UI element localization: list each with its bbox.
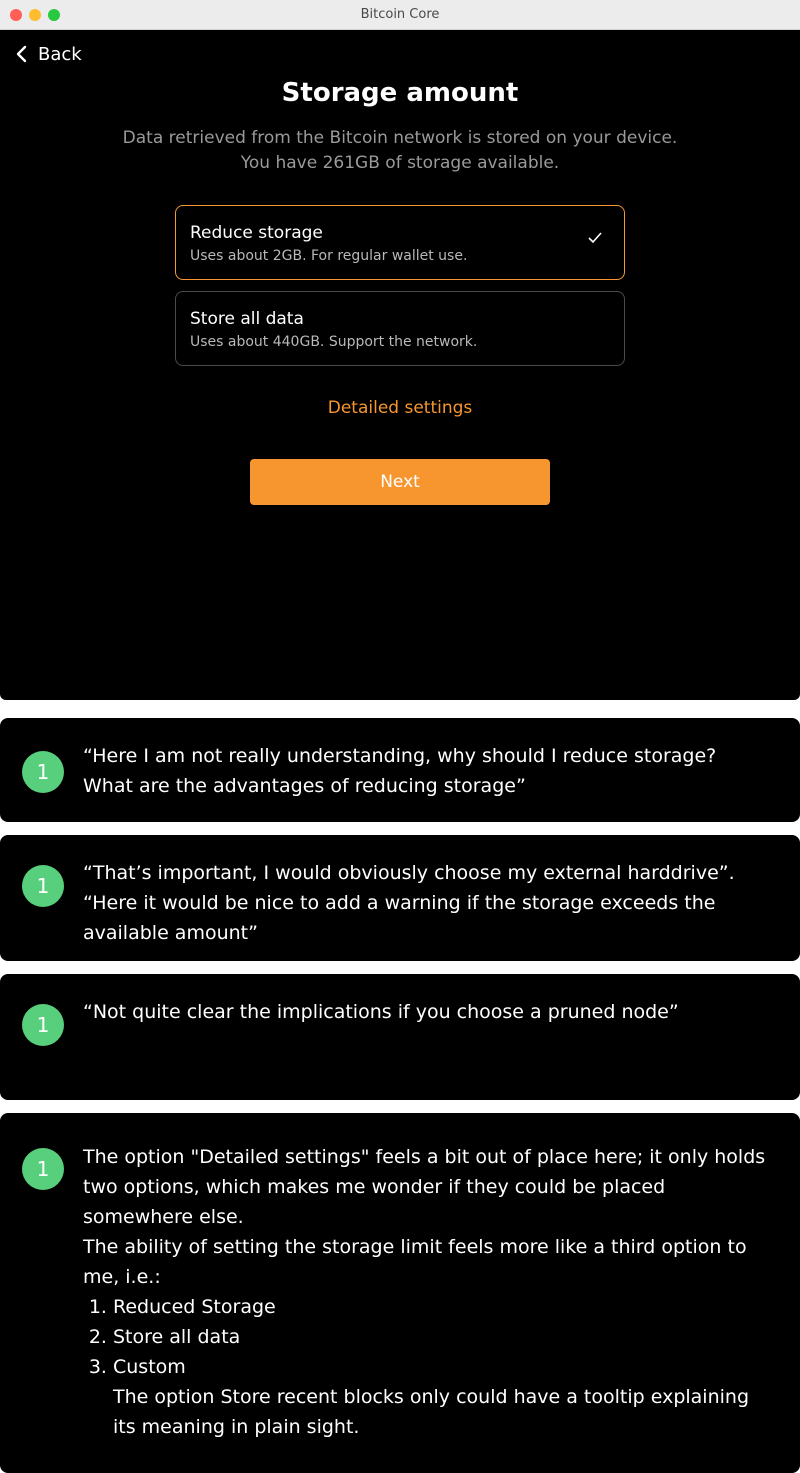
detailed-settings-link[interactable]: Detailed settings bbox=[327, 398, 473, 418]
checkmark-icon bbox=[588, 232, 602, 244]
comment-badge: 1 bbox=[22, 1148, 64, 1190]
comment-list-item-label: Custom bbox=[113, 1356, 186, 1378]
option-subtitle: Uses about 2GB. For regular wallet use. bbox=[190, 248, 468, 264]
comment-text bbox=[83, 1142, 770, 1442]
back-label: Back bbox=[38, 43, 82, 65]
chevron-left-icon bbox=[16, 45, 28, 63]
comment-line: “That’s important, I would obviously choose my external harddrive”. bbox=[83, 862, 735, 884]
comment-line: me, i.e.: bbox=[83, 1266, 161, 1288]
back-button[interactable] bbox=[16, 42, 82, 66]
option-reduce-storage[interactable] bbox=[175, 205, 625, 280]
comment-list-note: The option Store recent blocks only could have a tooltip explaining bbox=[113, 1386, 750, 1408]
page-title: Storage amount bbox=[281, 78, 519, 108]
comment-list bbox=[83, 1292, 770, 1442]
comment-card bbox=[0, 1113, 800, 1473]
comment-badge: 1 bbox=[22, 865, 64, 907]
comment-list-item: 1. Reduced Storage bbox=[113, 1292, 770, 1322]
option-title: Store all data bbox=[190, 309, 304, 329]
option-title: Reduce storage bbox=[190, 223, 323, 243]
option-store-all-data[interactable] bbox=[175, 291, 625, 366]
description-line: You have 261GB of storage available. bbox=[240, 153, 560, 173]
comment-line: somewhere else. bbox=[83, 1206, 244, 1228]
comment-text bbox=[83, 741, 770, 801]
comment-line: available amount” bbox=[83, 922, 258, 944]
app-window bbox=[0, 0, 800, 700]
comment-line: “Not quite clear the implications if you choose a pruned node” bbox=[83, 1001, 679, 1023]
window-title: Bitcoin Core bbox=[360, 7, 440, 22]
comment-line: two options, which makes me wonder if they could be placed bbox=[83, 1176, 666, 1198]
comment-badge: 1 bbox=[22, 751, 64, 793]
title-bar bbox=[0, 0, 800, 30]
comment-text bbox=[83, 997, 770, 1027]
comment-card bbox=[0, 718, 800, 822]
comment-line: What are the advantages of reducing storage” bbox=[83, 775, 526, 797]
option-subtitle: Uses about 440GB. Support the network. bbox=[190, 334, 478, 350]
comment-line: The ability of setting the storage limit feels more like a third option to bbox=[83, 1236, 747, 1258]
comment-list-note: its meaning in plain sight. bbox=[113, 1416, 360, 1438]
comment-line: “Here I am not really understanding, why should I reduce storage? bbox=[83, 745, 717, 767]
comment-list-item bbox=[113, 1352, 770, 1442]
comment-list-item: 2. Store all data bbox=[113, 1322, 770, 1352]
comment-line: “Here it would be nice to add a warning if the storage exceeds the bbox=[83, 892, 716, 914]
page-description bbox=[0, 126, 800, 176]
comment-card bbox=[0, 974, 800, 1100]
comment-badge: 1 bbox=[22, 1004, 64, 1046]
comment-line: The option "Detailed settings" feels a bit out of place here; it only holds bbox=[83, 1146, 766, 1168]
comment-card bbox=[0, 835, 800, 961]
next-button[interactable]: Next bbox=[250, 459, 550, 505]
description-line: Data retrieved from the Bitcoin network is stored on your device. bbox=[122, 128, 678, 148]
comment-text bbox=[83, 858, 770, 948]
